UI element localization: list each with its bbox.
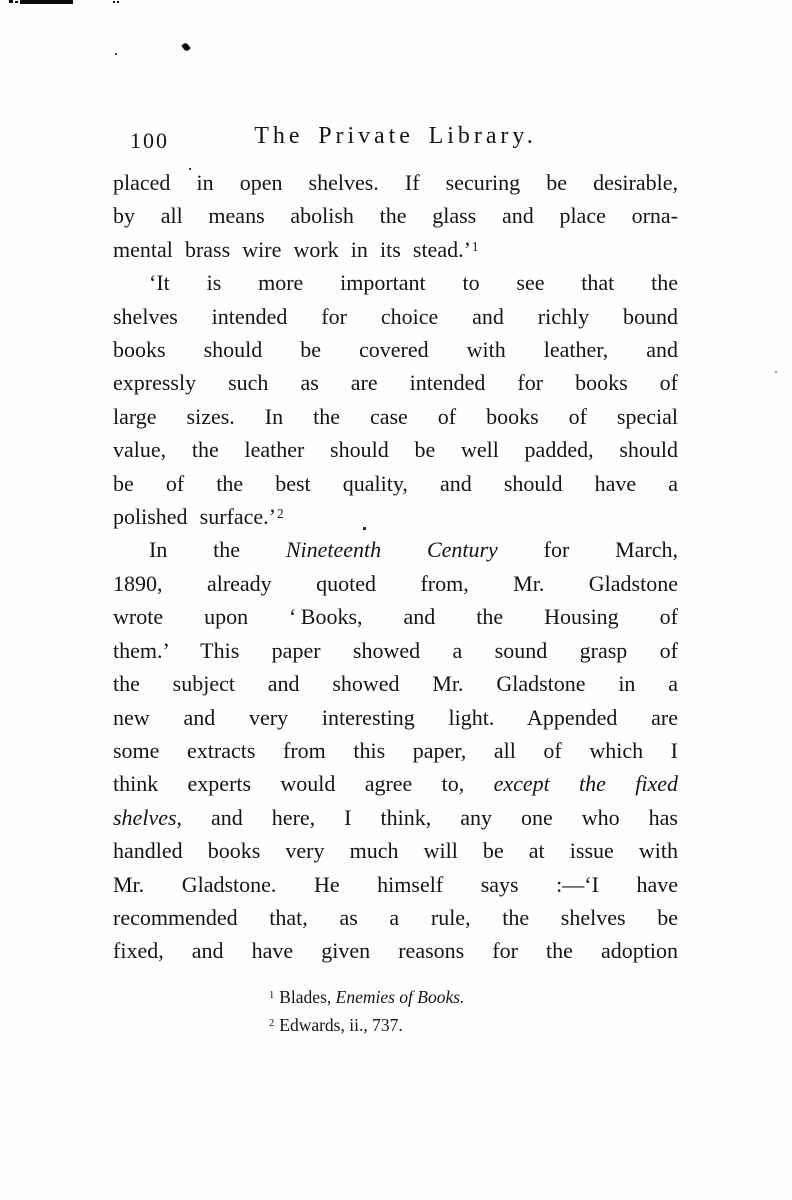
text-line — [113, 300, 678, 333]
text-line — [113, 333, 678, 366]
text-segment: books should be covered with leather, and — [113, 337, 678, 363]
scan-artifact-dot — [117, 1, 119, 3]
text-line — [113, 667, 678, 700]
text-line — [113, 901, 678, 934]
text-segment: except the fixed — [493, 771, 678, 797]
text-line — [113, 433, 678, 466]
text-segment: In the — [149, 537, 286, 563]
text-line — [113, 767, 678, 800]
text-segment: the subject and showed Mr. Gladstone in a — [113, 671, 678, 697]
text-segment: recommended that, as a rule, the shelves be — [113, 904, 678, 930]
footnotes — [268, 984, 464, 1039]
text-segment: ‘It is more important to see that the — [149, 270, 678, 296]
text-segment: large sizes. In the case of books of special — [113, 403, 678, 429]
page-number: 100 — [130, 128, 169, 153]
text-segment: expressly such as are intended for books of — [113, 370, 678, 396]
footnote-reference: 1 — [471, 238, 479, 254]
scan-artifact-dot — [113, 1, 115, 3]
text-line — [113, 734, 678, 767]
scan-artifact-tick — [181, 42, 191, 52]
text-line — [113, 266, 678, 299]
text-segment: , and here, I think, any one who has — [176, 804, 678, 830]
text-segment: placed in open shelves. If securing be desirable, — [113, 170, 678, 195]
text-segment: some extracts from this paper, all of which I — [113, 737, 678, 763]
text-line — [113, 500, 678, 533]
text-segment: Enemies of Books. — [335, 987, 465, 1007]
text-segment: Nineteenth Century — [285, 537, 498, 563]
text-line — [113, 634, 678, 667]
text-segment: new and very interesting light. Appended are — [113, 704, 678, 730]
footnote-reference: 2 — [277, 506, 284, 522]
scan-artifact-speck — [9, 0, 13, 3]
text-segment: Blades, — [279, 987, 336, 1007]
text-segment: value, the leather should be well padded, should — [113, 437, 678, 463]
text-line — [113, 366, 678, 399]
text-segment: 1890, already quoted from, Mr. Gladstone — [113, 570, 678, 596]
text-line — [113, 600, 678, 633]
footnote — [268, 1012, 464, 1040]
footnote — [268, 984, 464, 1012]
text-segment: them.’ This paper showed a sound grasp of — [113, 637, 678, 663]
text-line — [113, 199, 678, 232]
text-segment: think experts would agree to, — [113, 771, 494, 797]
text-line — [113, 533, 678, 566]
text-segment: by all means abolish the glass and place orna- — [113, 203, 678, 229]
text-line — [113, 400, 678, 433]
text-line — [113, 834, 678, 867]
text-segment: for March, — [497, 537, 679, 563]
text-segment: mental brass wire work in its stead.’ — [113, 236, 471, 262]
text-line — [113, 233, 678, 266]
text-segment: fixed, and have given reasons for the adoption — [113, 938, 678, 964]
text-line — [113, 567, 678, 600]
text-segment: handled books very much will be at issue with — [113, 838, 678, 864]
text-segment: shelves — [113, 804, 177, 830]
text-segment: Edwards, ii., 737. — [279, 1014, 403, 1035]
footnote-marker: 2 — [269, 1017, 275, 1029]
text-block — [113, 166, 678, 968]
text-segment: be of the best quality, and should have a — [113, 470, 678, 496]
scan-artifact-top-bar — [20, 0, 73, 4]
text-line — [113, 467, 678, 500]
text-segment: shelves intended for choice and richly bound — [113, 303, 678, 329]
text-segment: wrote upon ‘ Books, and the Housing of — [113, 604, 678, 630]
text-segment: Mr. Gladstone. He himself says :—‘I have — [113, 871, 678, 897]
text-line — [113, 166, 678, 199]
scan-artifact-speck — [15, 1, 18, 3]
text-line — [113, 701, 678, 734]
footnote-marker: 1 — [269, 990, 275, 1002]
text-line — [113, 868, 678, 901]
running-title: The Private Library. — [254, 123, 537, 149]
text-line — [113, 934, 678, 967]
text-line — [113, 801, 678, 834]
scan-artifact-dot — [115, 53, 117, 55]
scan-artifact-dot — [775, 371, 777, 373]
text-segment: polished surface.’ — [113, 504, 276, 530]
page-header — [113, 123, 678, 157]
